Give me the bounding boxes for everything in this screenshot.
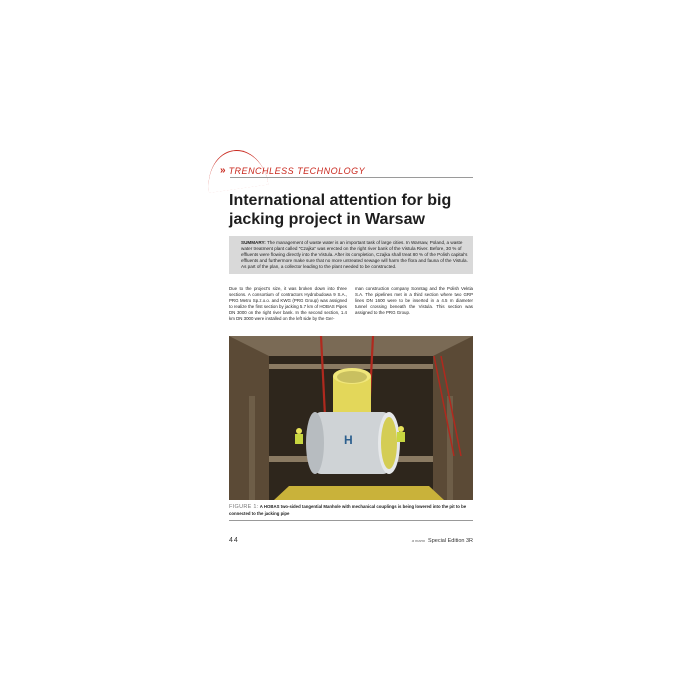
page-number: 44 <box>229 537 239 544</box>
section-header <box>220 165 365 176</box>
caption-divider <box>229 520 473 521</box>
chevron-right-icon: » <box>220 165 225 176</box>
figure-caption-text: A HOBAS two-sided tangential Manhole with mechanical couplings is being lowered into the pit to be connected to the jacking pipe <box>229 504 467 516</box>
figure-label: FIGURE 1: <box>229 504 259 510</box>
section-label: TRENCHLESS TECHNOLOGY <box>228 165 366 176</box>
footer-edition <box>412 538 473 544</box>
article-body <box>229 286 473 323</box>
article-title: International attention for big jacking project in Warsaw <box>229 192 452 228</box>
manhole-photo-illustration <box>229 336 473 500</box>
footer-brand: a mano <box>411 538 426 543</box>
summary-text: The management of waste water is an important task of large cities. In Warsaw, Poland, a waste water treatment plant called "Czajka" was erected on the right river bank of the Vistula River. Before, 30 % of effluents were flowing directly into the Vistula. After its completion, Czajka shall treat 80 % of the Polish capital's effluents and furthermore make sure that no more untreated sewage will harm the flora and fauna of the Vistula. As part of the plan, a collector leading to the plant needed to be constructed. <box>241 240 468 270</box>
svg-text:H: H <box>344 433 353 447</box>
body-column-2: man construction company Sonntag and the Polish Vektia S.A. The pipelines met in a third section where two GRP lines DN 1600 were to be inserted in a 4.5 m diameter tunnel crossing beneath the Vistula. This section was assigned to the PRG Group. <box>355 286 473 316</box>
summary-lead: SUMMARY: <box>241 240 266 245</box>
section-divider <box>230 177 473 178</box>
summary-box <box>229 236 473 274</box>
figure-caption <box>229 504 473 516</box>
body-column-1: Due to the project's size, it was broken down into three sections. A consortium of contractors Hydrobudowa 9 S.A., PRG Metro Sp.z.o.o. and KWG (PRG Group) was assigned to realize the first section by jacking 5.7 km of HOBAS Pipes DN 3000 on the right river bank. In the second section, 1.4 km DN 3000 were installed on the left side by the Ger- <box>229 286 347 322</box>
figure-photo <box>229 336 473 500</box>
footer-edition-label: Special Edition 3R <box>428 538 473 544</box>
